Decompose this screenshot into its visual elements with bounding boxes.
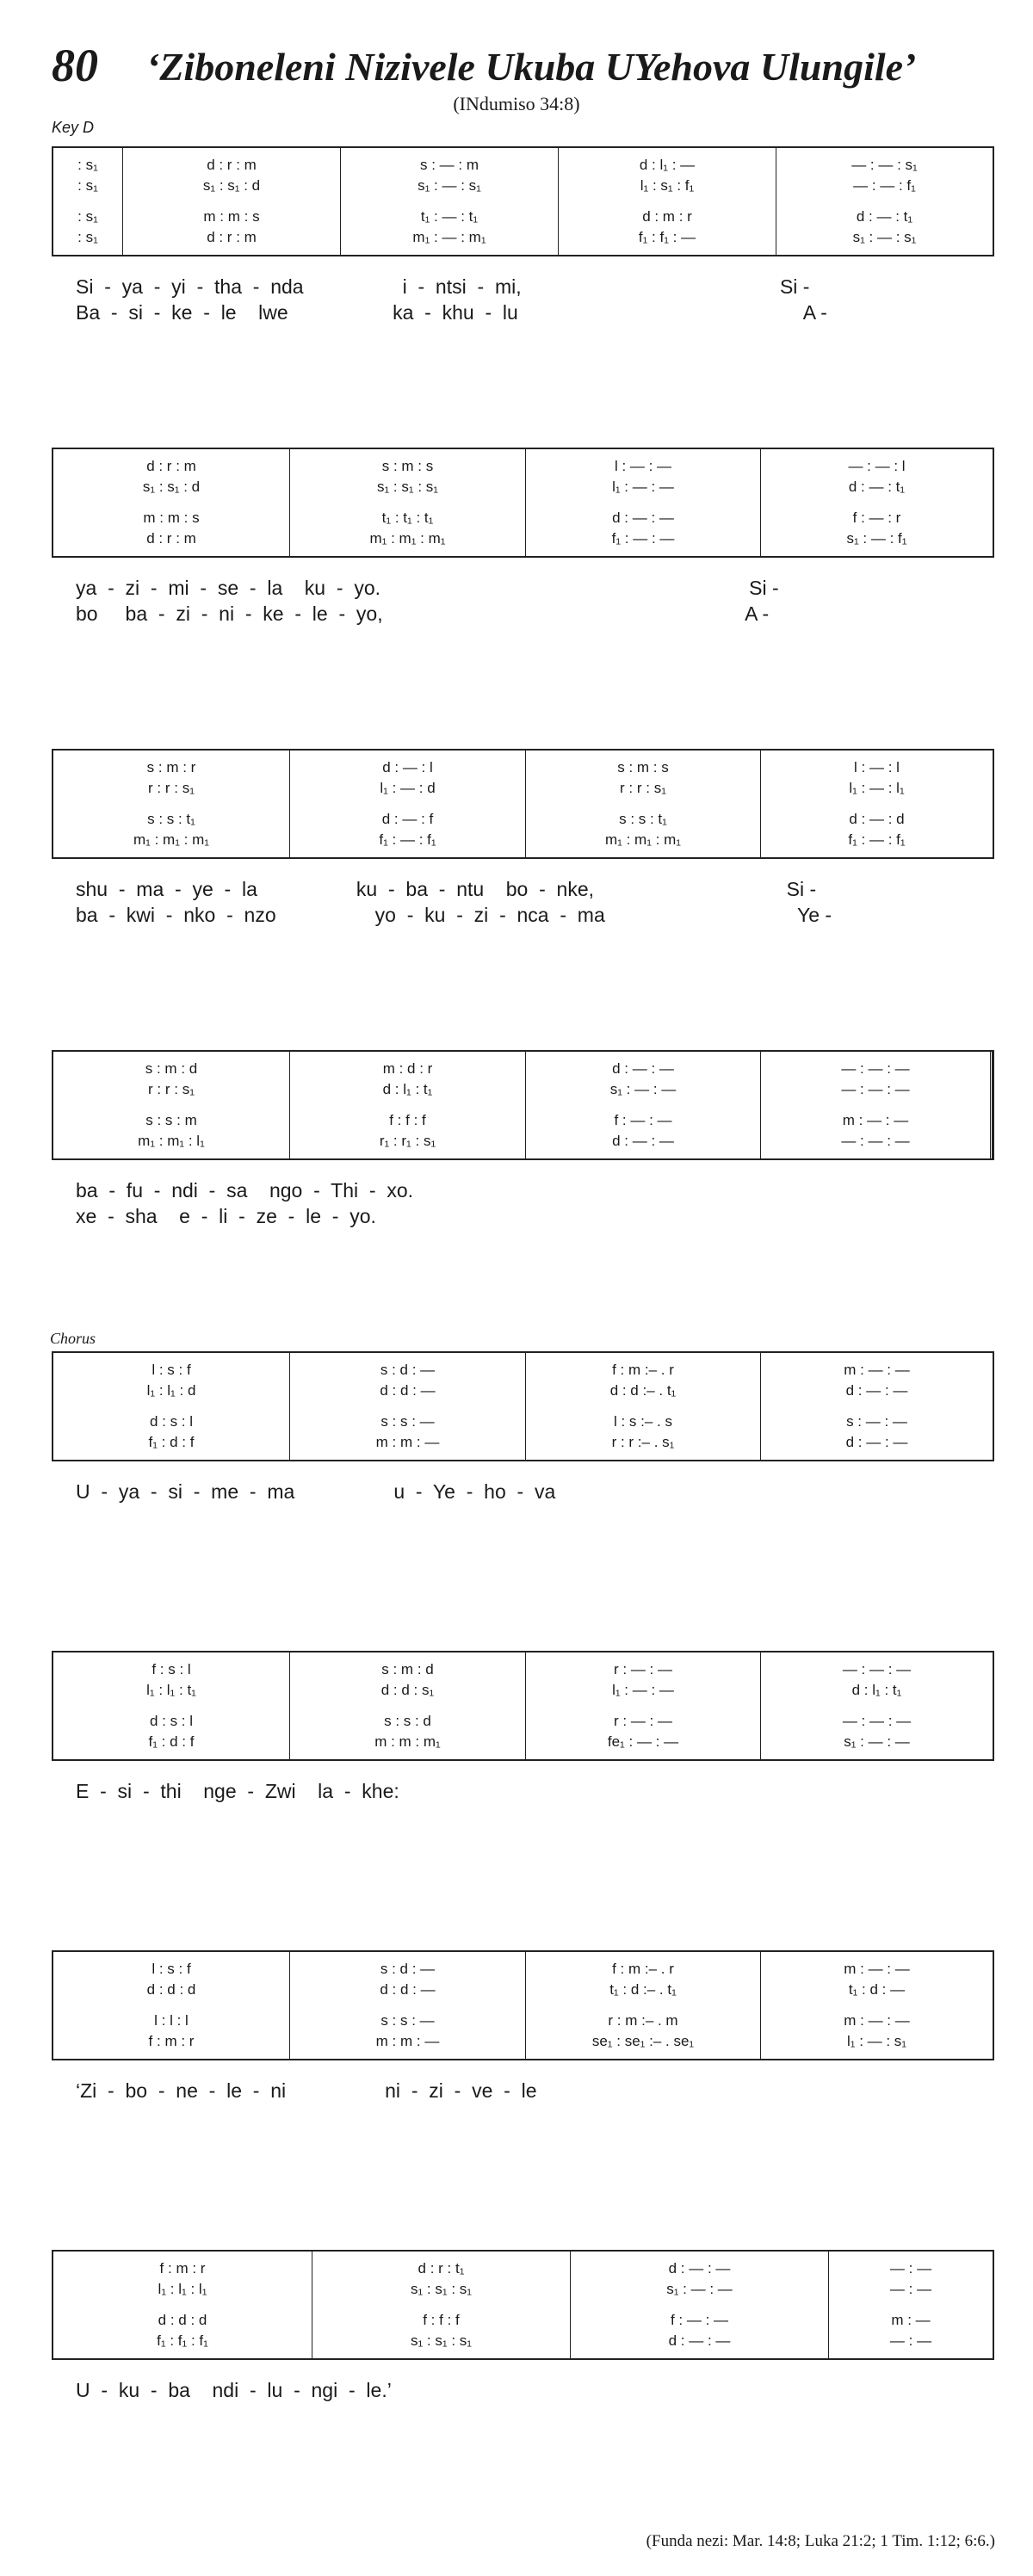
- measure: [53, 2252, 312, 2358]
- alto-row: s₁ : — : —: [666, 2281, 733, 2297]
- lyrics-block: [52, 1780, 994, 1835]
- alto-row: d : — : —: [845, 1382, 908, 1399]
- staff-box: [52, 1050, 994, 1160]
- measure-pickup: [53, 148, 122, 255]
- song-header: [0, 34, 1033, 120]
- soprano-row: d : — : —: [668, 2260, 731, 2276]
- measure: [525, 1952, 760, 2059]
- soprano-row: l : — : l: [854, 759, 900, 775]
- soprano-row: s : m : s: [617, 759, 669, 775]
- soprano-row: m : d : r: [382, 1060, 433, 1077]
- measure: [53, 1652, 289, 1759]
- measure: [340, 148, 558, 255]
- lyric-line-verse-1: ya - zi - mi - se - la ku - yo. Si -: [76, 577, 779, 599]
- alto-row: s₁ : s₁ : d: [202, 177, 261, 194]
- bass-row: m₁ : m₁ : l₁: [138, 1133, 205, 1149]
- measure: [760, 751, 993, 857]
- soprano-row: — : — : s₁: [851, 157, 918, 173]
- soprano-row: f : m : r: [159, 2260, 206, 2276]
- tenor-row: t₁ : — : t₁: [420, 208, 479, 225]
- bass-row: — : — : —: [841, 1133, 910, 1149]
- tenor-row: d : — : —: [612, 510, 674, 526]
- tenor-row: l : l : l: [154, 2012, 189, 2029]
- tenor-row: s : s : t₁: [619, 811, 667, 827]
- tenor-row: m : — : —: [842, 1112, 909, 1128]
- tenor-row: f : — : —: [670, 2312, 729, 2328]
- bass-row: f₁ : — : f₁: [379, 831, 436, 848]
- lyric-line-verse-2: Ba - si - ke - le lwe ka - khu - lu A -: [76, 301, 827, 324]
- tenor-row: r : m :– . m: [608, 2012, 678, 2029]
- key-label: Key D: [52, 119, 95, 136]
- measure: [776, 148, 993, 255]
- measure: [122, 148, 340, 255]
- tenor-row: d : d : d: [158, 2312, 207, 2328]
- measure: [289, 751, 525, 857]
- tenor-row: m : —: [891, 2312, 931, 2328]
- lyrics-block: [52, 1480, 994, 1535]
- measure: [289, 1652, 525, 1759]
- soprano-row: d : r : m: [146, 458, 196, 474]
- lyrics-block: [52, 275, 994, 330]
- lyric-line-chorus: U - ku - ba ndi - lu - ngi - le.’: [76, 2379, 392, 2401]
- bass-row: : s₁: [77, 229, 98, 245]
- soprano-row: l : — : —: [614, 458, 672, 474]
- bass-row: s₁ : — : —: [844, 1733, 910, 1750]
- measure: [525, 1052, 760, 1158]
- alto-row: d : d : s₁: [380, 1682, 435, 1698]
- tenor-row: d : — : t₁: [856, 208, 913, 225]
- soprano-row: d : — : l: [382, 759, 433, 775]
- lyrics-block: [52, 2079, 994, 2134]
- measure: [289, 1952, 525, 2059]
- measure: [53, 449, 289, 556]
- tenor-row: d : — : f: [381, 811, 434, 827]
- song-title: ‘Ziboneleni Nizivele Ukuba UYehova Ulungile’: [146, 45, 917, 89]
- measure: [525, 751, 760, 857]
- lyric-line-verse-1: Si - ya - yi - tha - nda i - ntsi - mi, Si -: [76, 275, 810, 298]
- tenor-row: m : m : s: [203, 208, 260, 225]
- measure: [525, 449, 760, 556]
- bass-row: m₁ : — : m₁: [412, 229, 486, 245]
- measure: [312, 2252, 570, 2358]
- measure: [525, 1652, 760, 1759]
- measure: [289, 1052, 525, 1158]
- bass-row: — : —: [889, 2332, 932, 2349]
- chorus-label: Chorus: [50, 1330, 96, 1347]
- soprano-row: — : — : —: [841, 1060, 910, 1077]
- song-number: 80: [52, 40, 98, 91]
- staff-box: [52, 1651, 994, 1761]
- alto-row: — : —: [889, 2281, 932, 2297]
- bass-row: f₁ : d : f: [148, 1434, 195, 1450]
- measure: [525, 1353, 760, 1460]
- soprano-row: s : m : d: [381, 1661, 434, 1677]
- lyrics-block: [52, 2379, 994, 2434]
- music-system-3: [52, 749, 994, 933]
- tenor-row: d : s : l: [149, 1413, 194, 1430]
- lyric-line-chorus: ‘Zi - bo - ne - le - ni ni - zi - ve - le: [76, 2079, 537, 2102]
- soprano-row: f : m :– . r: [612, 1961, 674, 1977]
- staff-box: [52, 2250, 994, 2360]
- lyric-line-verse-2: bo ba - zi - ni - ke - le - yo, A -: [76, 602, 770, 625]
- bass-row: s₁ : — : f₁: [846, 530, 907, 547]
- alto-row: t₁ : d :– . t₁: [609, 1981, 677, 1998]
- tenor-row: f : f : f: [389, 1112, 426, 1128]
- alto-row: s₁ : s₁ : d: [142, 479, 201, 495]
- bass-row: f₁ : d : f: [148, 1733, 195, 1750]
- measure: [760, 1353, 993, 1460]
- soprano-row: l : s : f: [152, 1362, 191, 1378]
- bass-row: m₁ : m₁ : m₁: [133, 831, 210, 848]
- tenor-row: m : — : —: [844, 2012, 910, 2029]
- bass-row: d : — : —: [668, 2332, 731, 2349]
- measure: [53, 1052, 289, 1158]
- bass-row: fe₁ : — : —: [607, 1733, 679, 1750]
- tenor-row: m : m : s: [143, 510, 200, 526]
- soprano-row: d : — : —: [612, 1060, 674, 1077]
- measure: [53, 1353, 289, 1460]
- soprano-row: s : m : s: [381, 458, 434, 474]
- soprano-row: f : s : l: [152, 1661, 191, 1677]
- alto-row: d : d : d: [146, 1981, 196, 1998]
- soprano-row: d : r : t₁: [418, 2260, 465, 2276]
- tenor-row: s : — : —: [846, 1413, 907, 1430]
- tenor-row: f : — : r: [852, 510, 901, 526]
- alto-row: — : — : f₁: [853, 177, 916, 194]
- soprano-row: : s₁: [77, 157, 98, 173]
- staff-box: [52, 749, 994, 859]
- measure: [760, 1652, 993, 1759]
- tenor-row: s : s : m: [145, 1112, 197, 1128]
- alto-row: d : — : t₁: [848, 479, 906, 495]
- music-system-4: [52, 1050, 994, 1234]
- alto-row: r : r : s₁: [620, 780, 666, 796]
- measure-final: [760, 1052, 993, 1158]
- alto-row: l₁ : — : —: [612, 479, 674, 495]
- scripture-references: (Funda nezi: Mar. 14:8; Luka 21:2; 1 Tim. 1:12; 6:6.): [646, 2532, 995, 2550]
- alto-row: l₁ : — : l₁: [849, 780, 905, 796]
- bass-row: d : r : m: [207, 229, 257, 245]
- alto-row: l₁ : l₁ : t₁: [146, 1682, 196, 1698]
- alto-row: r : r : s₁: [148, 1081, 195, 1097]
- staff-box: [52, 146, 994, 256]
- soprano-row: — : — : l: [848, 458, 906, 474]
- lyric-line-verse-2: xe - sha e - li - ze - le - yo.: [76, 1205, 376, 1227]
- tenor-row: f : — : —: [614, 1112, 672, 1128]
- alto-row: s₁ : — : —: [609, 1081, 677, 1097]
- lyric-line-chorus: E - si - thi nge - Zwi la - khe:: [76, 1780, 399, 1802]
- staff-box: [52, 448, 994, 558]
- tenor-row: d : — : d: [849, 811, 905, 827]
- soprano-row: l : s : f: [152, 1961, 191, 1977]
- tenor-row: r : — : —: [614, 1713, 672, 1729]
- music-system-5: [52, 1351, 994, 1535]
- alto-row: — : — : —: [841, 1081, 910, 1097]
- measure: [760, 1952, 993, 2059]
- bass-row: d : — : —: [845, 1434, 908, 1450]
- lyric-line-verse-1: ba - fu - ndi - sa ngo - Thi - xo.: [76, 1179, 413, 1202]
- alto-row: d : l₁ : t₁: [851, 1682, 902, 1698]
- soprano-row: f : m :– . r: [612, 1362, 674, 1378]
- tenor-row: f : f : f: [423, 2312, 460, 2328]
- bass-row: f₁ : f₁ : —: [638, 229, 696, 245]
- tenor-row: l : s :– . s: [613, 1413, 673, 1430]
- alto-row: : s₁: [77, 177, 98, 194]
- tenor-row: s : s : —: [380, 2012, 435, 2029]
- bass-row: se₁ : se₁ :– . se₁: [591, 2033, 695, 2049]
- measure: [289, 1353, 525, 1460]
- alto-row: t₁ : d : —: [848, 1981, 906, 1998]
- lyrics-block: [52, 1179, 994, 1234]
- alto-row: l₁ : l₁ : d: [146, 1382, 196, 1399]
- bass-row: l₁ : — : s₁: [846, 2033, 907, 2049]
- bass-row: m : m : —: [375, 1434, 440, 1450]
- alto-row: s₁ : s₁ : s₁: [410, 2281, 473, 2297]
- bass-row: d : r : m: [146, 530, 196, 547]
- music-system-1: [52, 146, 994, 330]
- soprano-row: m : — : —: [844, 1961, 910, 1977]
- alto-row: s₁ : s₁ : s₁: [376, 479, 439, 495]
- lyric-line-verse-2: ba - kwi - nko - nzo yo - ku - zi - nca - ma Ye -: [76, 904, 832, 926]
- soprano-row: m : — : —: [844, 1362, 910, 1378]
- bass-row: d : — : —: [612, 1133, 674, 1149]
- staff-box: [52, 1351, 994, 1461]
- bass-row: m : m : m₁: [374, 1733, 441, 1750]
- lyric-line-verse-1: shu - ma - ye - la ku - ba - ntu bo - nke, Si -: [76, 878, 817, 900]
- music-system-8: [52, 2250, 994, 2434]
- alto-row: l₁ : — : d: [380, 780, 436, 796]
- bass-row: f₁ : — : f₁: [848, 831, 906, 848]
- soprano-row: s : m : d: [145, 1060, 198, 1077]
- tenor-row: s : s : d: [384, 1713, 431, 1729]
- tenor-row: d : s : l: [149, 1713, 194, 1729]
- tenor-row: d : m : r: [642, 208, 692, 225]
- tenor-row: — : — : —: [842, 1713, 912, 1729]
- soprano-row: d : r : m: [207, 157, 257, 173]
- alto-row: d : d : —: [380, 1981, 436, 1998]
- measure: [828, 2252, 993, 2358]
- soprano-row: s : — : m: [420, 157, 479, 173]
- soprano-row: s : d : —: [380, 1362, 436, 1378]
- bass-row: m₁ : m₁ : m₁: [369, 530, 446, 547]
- bass-row: f₁ : f₁ : f₁: [157, 2332, 208, 2349]
- tenor-row: t₁ : t₁ : t₁: [381, 510, 434, 526]
- soprano-row: — : — : —: [842, 1661, 912, 1677]
- song-subtitle: (INdumiso 34:8): [453, 93, 580, 114]
- soprano-row: s : d : —: [380, 1961, 436, 1977]
- music-system-2: [52, 448, 994, 632]
- bass-row: r₁ : r₁ : s₁: [379, 1133, 436, 1149]
- lyrics-block: [52, 878, 994, 933]
- measure: [760, 449, 993, 556]
- alto-row: l₁ : s₁ : f₁: [640, 177, 695, 194]
- lyrics-block: [52, 577, 994, 632]
- tenor-row: s : s : t₁: [147, 811, 195, 827]
- measure: [558, 148, 776, 255]
- soprano-row: — : —: [889, 2260, 932, 2276]
- soprano-row: d : l₁ : —: [639, 157, 696, 173]
- bass-row: f : m : r: [148, 2033, 195, 2049]
- bass-row: r : r :– . s₁: [611, 1434, 675, 1450]
- bass-row: f₁ : — : —: [611, 530, 675, 547]
- measure: [53, 751, 289, 857]
- bass-row: s₁ : s₁ : s₁: [410, 2332, 473, 2349]
- tenor-row: s : s : —: [380, 1413, 435, 1430]
- tenor-row: : s₁: [77, 208, 98, 225]
- music-system-7: [52, 1950, 994, 2134]
- alto-row: d : d :– . t₁: [609, 1382, 677, 1399]
- measure: [289, 449, 525, 556]
- bass-row: s₁ : — : s₁: [852, 229, 917, 245]
- measure: [570, 2252, 828, 2358]
- soprano-row: r : — : —: [614, 1661, 672, 1677]
- alto-row: l₁ : — : —: [612, 1682, 674, 1698]
- alto-row: d : d : —: [380, 1382, 436, 1399]
- measure: [53, 1952, 289, 2059]
- bass-row: m₁ : m₁ : m₁: [604, 831, 682, 848]
- lyric-line-chorus: U - ya - si - me - ma u - Ye - ho - va: [76, 1480, 556, 1503]
- soprano-row: s : m : r: [146, 759, 196, 775]
- music-system-6: [52, 1651, 994, 1835]
- alto-row: s₁ : — : s₁: [418, 177, 481, 194]
- alto-row: d : l₁ : t₁: [382, 1081, 433, 1097]
- staff-box: [52, 1950, 994, 2060]
- bass-row: m : m : —: [375, 2033, 440, 2049]
- alto-row: l₁ : l₁ : l₁: [158, 2281, 207, 2297]
- alto-row: r : r : s₁: [148, 780, 195, 796]
